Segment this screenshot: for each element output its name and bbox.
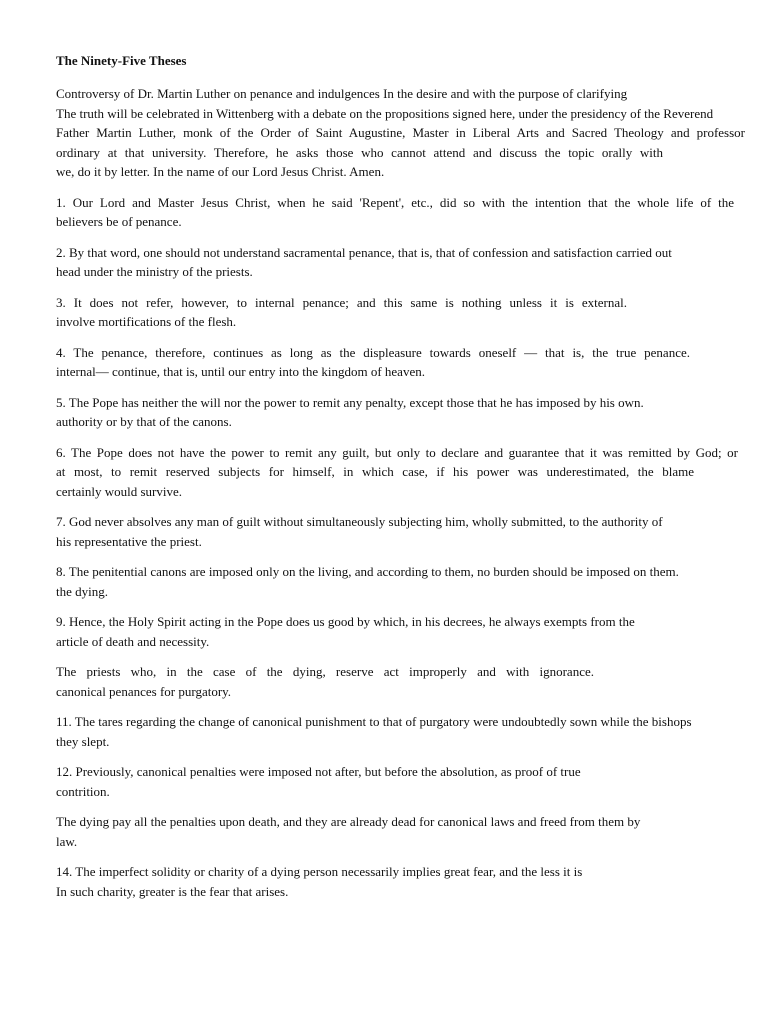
paragraph-line: authority or by that of the canons. — [56, 414, 232, 429]
paragraph — [56, 243, 756, 282]
paragraph-line: 11. The tares regarding the change of canonical punishment to that of purgatory were undoubtedly sown while the bishops — [56, 714, 692, 729]
paragraph-line: believers be of penance. — [56, 214, 182, 229]
paragraph — [56, 293, 756, 332]
paragraph-line: canonical penances for purgatory. — [56, 683, 232, 699]
paragraph-line: 8. The penitential canons are imposed only on the living, and according to them, no burden should be imposed on them. — [56, 564, 679, 579]
paragraph-line: 7. God never absolves any man of guilt without simultaneously subjecting him, wholly submitted, to the authority of — [56, 514, 663, 529]
paragraph-line: article of death and necessity. — [56, 633, 210, 649]
paragraph-line: contrition. — [56, 783, 110, 799]
paragraph-line: head under the ministry of the priests. — [56, 264, 253, 279]
paragraph-line: 1. Our Lord and Master Jesus Christ, when he said 'Repent', etc., did so with the intention that the whole life of the — [56, 194, 734, 210]
paragraph-line: The priests who, in the case of the dying, reserve act improperly and with ignorance. — [56, 664, 594, 679]
paragraph-line: 14. The imperfect solidity or charity of a dying person necessarily implies great fear, and the less it is — [56, 864, 583, 879]
paragraph — [56, 662, 756, 701]
paragraph-line: they slept. — [56, 733, 110, 749]
paragraph — [56, 562, 756, 601]
paragraph-line: 2. By that word, one should not understand sacramental penance, that is, that of confession and satisfaction carried out — [56, 244, 672, 260]
document-title: The Ninety-Five Theses — [56, 53, 187, 68]
paragraph-line: 4. The penance, therefore, continues as long as the displeasure towards oneself — that is, the true penance. — [56, 344, 690, 360]
paragraph-line: 5. The Pope has neither the will nor the power to remit any penalty, except those that he has imposed by his own. — [56, 394, 644, 410]
paragraph — [56, 612, 756, 651]
paragraph-line: 9. Hence, the Holy Spirit acting in the Pope does us good by which, in his decrees, he always exempts from the — [56, 614, 635, 629]
paragraph-line: involve mortifications of the flesh. — [56, 314, 237, 329]
paragraph-line: Controversy of Dr. Martin Luther on penance and indulgences In the desire and with the purpose of clarifying — [56, 86, 628, 101]
paragraph — [56, 84, 756, 182]
paragraph — [56, 862, 756, 901]
paragraph-line: the dying. — [56, 583, 108, 599]
paragraph-line: 6. The Pope does not have the power to remit any guilt, but only to declare and guarantee that it was remitted by God; or — [56, 444, 738, 460]
paragraph — [56, 393, 756, 432]
paragraph — [56, 812, 756, 851]
paragraph-line: In such charity, greater is the fear that arises. — [56, 883, 289, 899]
paragraph-line: Father Martin Luther, monk of the Order of Saint Augustine, Master in Liberal Arts and Sacred Theology and professor — [56, 125, 745, 140]
document-body — [56, 84, 756, 901]
paragraph-line: his representative the priest. — [56, 533, 202, 549]
paragraph — [56, 712, 756, 751]
document-page — [56, 52, 756, 912]
paragraph-line: 12. Previously, canonical penalties were imposed not after, but before the absolution, as proof of true — [56, 764, 581, 779]
paragraph — [56, 193, 756, 232]
paragraph-line: The truth will be celebrated in Wittenberg with a debate on the propositions signed here, under the presidency of the Reverend — [56, 105, 714, 121]
paragraph — [56, 443, 756, 502]
paragraph — [56, 762, 756, 801]
paragraph-line: 3. It does not refer, however, to internal penance; and this same is nothing unless it is external. — [56, 294, 627, 310]
paragraph-line: we, do it by letter. In the name of our Lord Jesus Christ. Amen. — [56, 164, 385, 179]
paragraph-line: internal— continue, that is, until our entry into the kingdom of heaven. — [56, 364, 425, 379]
paragraph — [56, 512, 756, 551]
paragraph-line: at most, to remit reserved subjects for himself, in which case, if his power was underestimated, the blame — [56, 464, 694, 479]
paragraph-line: law. — [56, 833, 78, 849]
paragraph-line: The dying pay all the penalties upon death, and they are already dead for canonical laws and freed from them by — [56, 814, 641, 829]
paragraph-line: ordinary at that university. Therefore, he asks those who cannot attend and discuss the topic orally with — [56, 144, 663, 160]
paragraph — [56, 343, 756, 382]
paragraph-line: certainly would survive. — [56, 483, 182, 499]
